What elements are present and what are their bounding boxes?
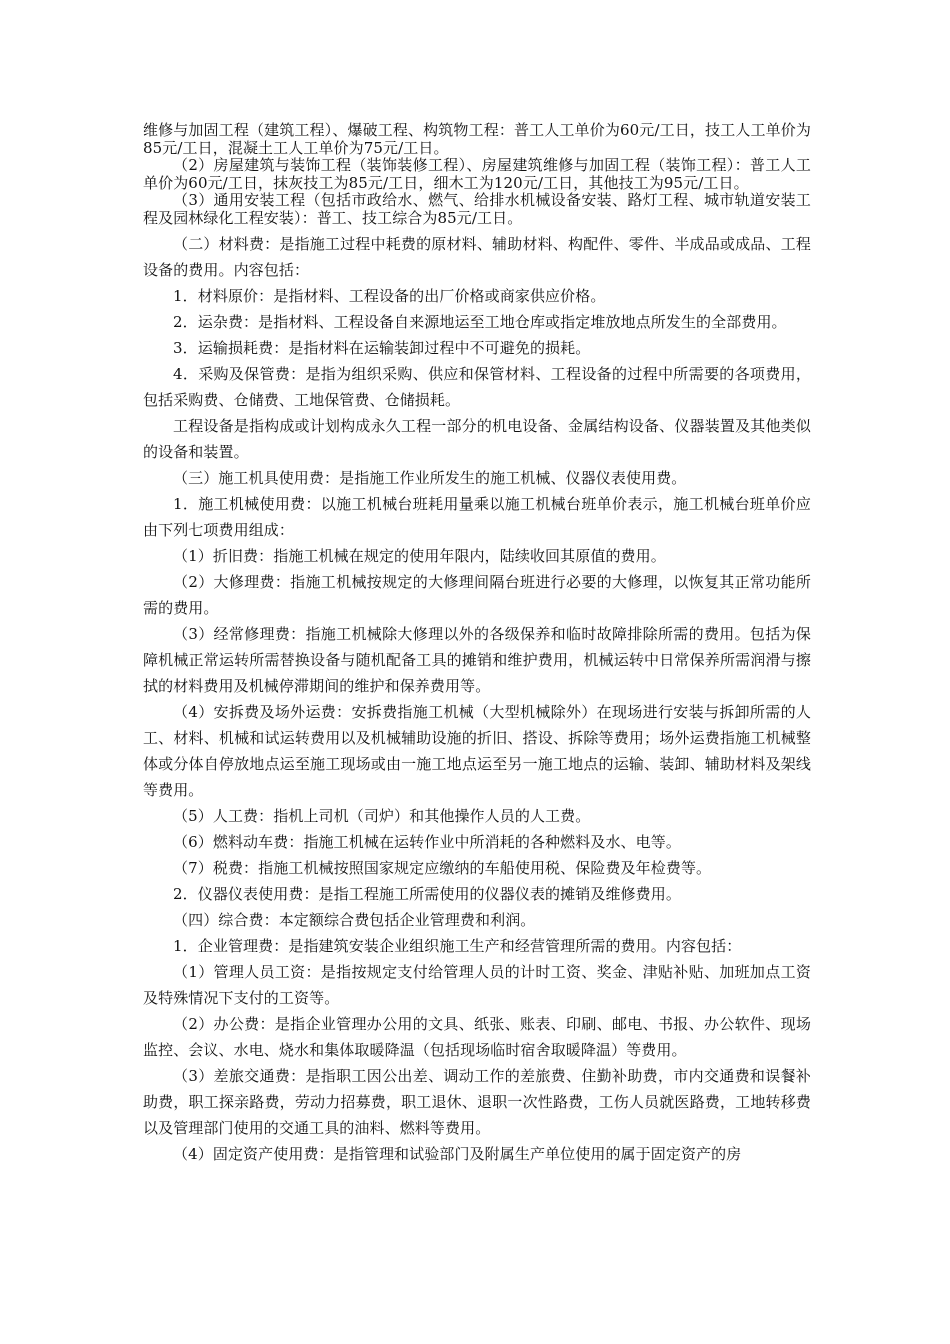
paragraph: （二）材料费：是指施工过程中耗费的原材料、辅助材料、构配件、零件、半成品或成品、工程设备的费用。内容包括： <box>143 235 811 279</box>
paragraph: （2）办公费：是指企业管理办公用的文具、纸张、账表、印刷、邮电、书报、办公软件、现场监控、会议、水电、烧水和集体取暖降温（包括现场临时宿舍取暖降温）等费用。 <box>143 1015 811 1059</box>
paragraph: 4．采购及保管费：是指为组织采购、供应和保管材料、工程设备的过程中所需要的各项费用，包括采购费、仓储费、工地保管费、仓储损耗。 <box>143 365 811 409</box>
paragraph: （4）固定资产使用费：是指管理和试验部门及附属生产单位使用的属于固定资产的房 <box>173 1145 742 1163</box>
paragraph: （1）管理人员工资：是指按规定支付给管理人员的计时工资、奖金、津贴补贴、加班加点工资及特殊情况下支付的工资等。 <box>143 963 811 1007</box>
paragraph: （三）施工机具使用费：是指施工作业所发生的施工机械、仪器仪表使用费。 <box>173 469 687 487</box>
paragraph: 2．仪器仪表使用费：是指工程施工所需使用的仪器仪表的摊销及维修费用。 <box>173 885 681 903</box>
paragraph: （4）安拆费及场外运费：安拆费指施工机械（大型机械除外）在现场进行安装与拆卸所需的人工、材料、机械和试运转费用以及机械辅助设施的折旧、搭设、拆除等费用；场外运费指施工机械整体或分体自停放地点运至施工现场或由一施工地点运至另一施工地点的运输、装卸、辅助材料及架线等费用。 <box>143 703 811 799</box>
paragraph: 维修与加固工程（建筑工程）、爆破工程、构筑物工程：普工人工单价为60元/工日，技工人工单价为85元/工日，混凝土工人工单价为75元/工日。 <box>143 121 811 157</box>
paragraph: 1．材料原价：是指材料、工程设备的出厂价格或商家供应价格。 <box>173 287 606 305</box>
paragraph: （6）燃料动车费：指施工机械在运转作业中所消耗的各种燃料及水、电等。 <box>173 833 681 851</box>
paragraph: （2）房屋建筑与装饰工程（装饰装修工程）、房屋建筑维修与加固工程（装饰工程）：普工人工单价为60元/工日，抹灰技工为85元/工日，细木工为120元/工日，其他技工为95元/工日。 <box>143 156 811 192</box>
paragraph: （3）通用安装工程（包括市政给水、燃气、给排水机械设备安装、路灯工程、城市轨道安装工程及园林绿化工程安装）：普工、技工综合为85元/工日。 <box>143 191 811 227</box>
paragraph: （3）经常修理费：指施工机械除大修理以外的各级保养和临时故障排除所需的费用。包括为保障机械正常运转所需替换设备与随机配备工具的摊销和维护费用，机械运转中日常保养所需润滑与擦拭的材料费用及机械停滞期间的维护和保养费用等。 <box>143 625 811 695</box>
paragraph: （四）综合费：本定额综合费包括企业管理费和利润。 <box>173 911 536 929</box>
paragraph: 1．施工机械使用费：以施工机械台班耗用量乘以施工机械台班单价表示，施工机械台班单价应由下列七项费用组成： <box>143 495 811 539</box>
paragraph: （7）税费：指施工机械按照国家规定应缴纳的车船使用税、保险费及年检费等。 <box>173 859 712 877</box>
paragraph: （5）人工费：指机上司机（司炉）和其他操作人员的人工费。 <box>173 807 591 825</box>
document-body <box>143 122 811 1167</box>
paragraph: 3．运输损耗费：是指材料在运输装卸过程中不可避免的损耗。 <box>173 339 591 357</box>
paragraph: （2）大修理费：指施工机械按规定的大修理间隔台班进行必要的大修理，以恢复其正常功能所需的费用。 <box>143 573 811 617</box>
paragraph: （3）差旅交通费：是指职工因公出差、调动工作的差旅费、住勤补助费，市内交通费和误餐补助费，职工探亲路费，劳动力招募费，职工退休、退职一次性路费，工伤人员就医路费，工地转移费以及管理部门使用的交通工具的油料、燃料等费用。 <box>143 1067 811 1137</box>
paragraph: （1）折旧费：指施工机械在规定的使用年限内，陆续收回其原值的费用。 <box>173 547 666 565</box>
paragraph: 1．企业管理费：是指建筑安装企业组织施工生产和经营管理所需的费用。内容包括： <box>173 937 742 955</box>
paragraph: 2．运杂费：是指材料、工程设备自来源地运至工地仓库或指定堆放地点所发生的全部费用。 <box>173 313 787 331</box>
paragraph: 工程设备是指构成或计划构成永久工程一部分的机电设备、金属结构设备、仪器装置及其他类似的设备和装置。 <box>143 417 811 461</box>
